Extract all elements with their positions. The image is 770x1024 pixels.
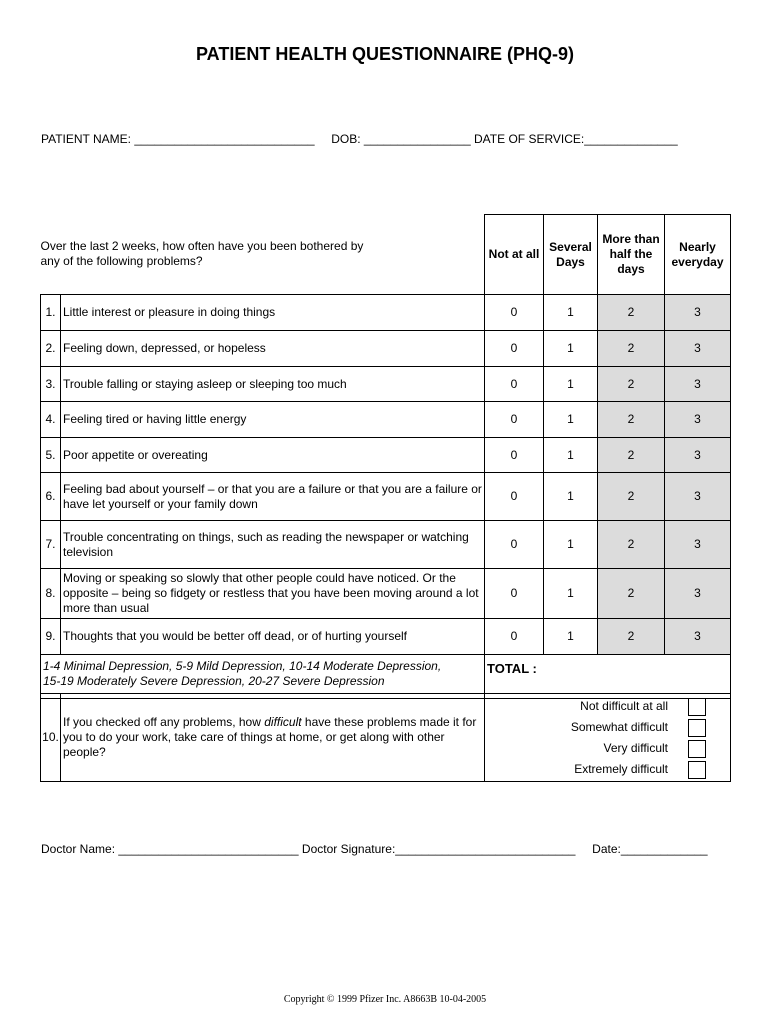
patient-info-line <box>41 132 678 146</box>
score-1[interactable]: 1 <box>544 331 598 367</box>
phq9-table <box>40 214 731 699</box>
checkbox[interactable] <box>688 761 706 779</box>
question-text: Trouble falling or staying asleep or sleeping too much <box>61 367 485 402</box>
scoring-legend-line2: 15-19 Moderately Severe Depression, 20-27 Severe Depression <box>43 674 385 688</box>
q10-number: 10. <box>41 694 61 782</box>
score-1[interactable]: 1 <box>544 521 598 569</box>
scoring-legend <box>41 655 485 699</box>
option-not-difficult <box>485 696 730 717</box>
score-2[interactable]: 2 <box>598 569 665 619</box>
question-number: 9. <box>41 619 61 655</box>
score-0[interactable]: 0 <box>485 438 544 473</box>
question-number: 1. <box>41 295 61 331</box>
date-field[interactable]: Date:_____________ <box>592 842 708 856</box>
question-row <box>41 569 731 619</box>
column-nearly-everyday: Nearly everyday <box>665 215 731 295</box>
question-number: 8. <box>41 569 61 619</box>
doctor-signature-field[interactable]: Doctor Signature:___________________________ <box>301 842 576 856</box>
q10-text-after: have these problems made it for you to do your work, take care of things at home, or get along with other people? <box>63 715 477 759</box>
column-several-days: Several Days <box>544 215 598 295</box>
q10-text <box>61 694 485 782</box>
question-number: 3. <box>41 367 61 402</box>
option-label: Extremely difficult <box>574 762 668 776</box>
question-number: 4. <box>41 402 61 438</box>
difficulty-options <box>485 694 731 782</box>
score-0[interactable]: 0 <box>485 402 544 438</box>
question-text: Feeling tired or having little energy <box>61 402 485 438</box>
score-2[interactable]: 2 <box>598 473 665 521</box>
score-2[interactable]: 2 <box>598 619 665 655</box>
score-2[interactable]: 2 <box>598 295 665 331</box>
option-very-difficult <box>485 738 730 759</box>
option-somewhat-difficult <box>485 717 730 738</box>
doctor-name-field[interactable]: Doctor Name: ___________________________ <box>41 842 299 856</box>
checkbox[interactable] <box>688 740 706 758</box>
score-2[interactable]: 2 <box>598 402 665 438</box>
total-cell[interactable]: TOTAL : <box>485 655 731 699</box>
scoring-legend-line1: 1-4 Minimal Depression, 5-9 Mild Depression, 10-14 Moderate Depression, <box>43 659 442 673</box>
question-text: Trouble concentrating on things, such as reading the newspaper or watching television <box>61 521 485 569</box>
score-0[interactable]: 0 <box>485 367 544 402</box>
score-3[interactable]: 3 <box>665 521 731 569</box>
question-text: Moving or speaking so slowly that other people could have noticed. Or the opposite – being so fidgety or restless that you have been moving around a lot more than usual <box>61 569 485 619</box>
q10-text-emph: difficult <box>264 715 302 729</box>
question-text: Feeling bad about yourself – or that you are a failure or that you are a failure or have let yourself or your family down <box>61 473 485 521</box>
question-row <box>41 367 731 402</box>
question-row <box>41 473 731 521</box>
option-label: Very difficult <box>603 741 668 755</box>
page-title: PATIENT HEALTH QUESTIONNAIRE (PHQ-9) <box>196 44 574 64</box>
score-0[interactable]: 0 <box>485 619 544 655</box>
score-3[interactable]: 3 <box>665 402 731 438</box>
option-label: Somewhat difficult <box>570 720 668 734</box>
checkbox[interactable] <box>688 719 706 737</box>
question-row <box>41 402 731 438</box>
question-number: 6. <box>41 473 61 521</box>
score-1[interactable]: 1 <box>544 367 598 402</box>
option-extremely-difficult <box>485 759 730 780</box>
score-3[interactable]: 3 <box>665 473 731 521</box>
checkbox[interactable] <box>688 698 706 716</box>
patient-name-field[interactable]: PATIENT NAME: ___________________________ <box>41 132 315 146</box>
question-row <box>41 619 731 655</box>
column-not-at-all: Not at all <box>485 215 544 295</box>
doctor-info-line <box>41 842 708 856</box>
question-number: 5. <box>41 438 61 473</box>
q10-text-before: If you checked off any problems, how <box>63 715 265 729</box>
copyright: Copyright © 1999 Pfizer Inc. A8663B 10-04-2005 <box>283 994 487 1005</box>
score-3[interactable]: 3 <box>665 331 731 367</box>
date-of-service-field[interactable]: DATE OF SERVICE:______________ <box>474 132 678 146</box>
option-label: Not difficult at all <box>580 699 668 713</box>
score-0[interactable]: 0 <box>485 295 544 331</box>
scoring-row <box>41 655 731 699</box>
score-3[interactable]: 3 <box>665 569 731 619</box>
difficulty-table <box>40 693 731 782</box>
score-3[interactable]: 3 <box>665 367 731 402</box>
question-text: Feeling down, depressed, or hopeless <box>61 331 485 367</box>
score-1[interactable]: 1 <box>544 473 598 521</box>
score-3[interactable]: 3 <box>665 438 731 473</box>
column-more-than-half: More than half the days <box>598 215 665 295</box>
score-1[interactable]: 1 <box>544 295 598 331</box>
header-prompt: Over the last 2 weeks, how often have you been bothered by any of the following problems? <box>40 239 364 269</box>
header-row <box>41 215 731 295</box>
score-0[interactable]: 0 <box>485 569 544 619</box>
dob-field[interactable]: DOB: ________________ <box>331 132 471 146</box>
question-text: Little interest or pleasure in doing things <box>61 295 485 331</box>
score-1[interactable]: 1 <box>544 438 598 473</box>
score-2[interactable]: 2 <box>598 438 665 473</box>
score-2[interactable]: 2 <box>598 367 665 402</box>
score-2[interactable]: 2 <box>598 331 665 367</box>
score-2[interactable]: 2 <box>598 521 665 569</box>
question-row <box>41 438 731 473</box>
question-text: Thoughts that you would be better off dead, or of hurting yourself <box>61 619 485 655</box>
question-text: Poor appetite or overeating <box>61 438 485 473</box>
score-1[interactable]: 1 <box>544 619 598 655</box>
score-0[interactable]: 0 <box>485 473 544 521</box>
score-0[interactable]: 0 <box>485 521 544 569</box>
score-1[interactable]: 1 <box>544 569 598 619</box>
question-number: 7. <box>41 521 61 569</box>
score-0[interactable]: 0 <box>485 331 544 367</box>
score-1[interactable]: 1 <box>544 402 598 438</box>
question-row <box>41 295 731 331</box>
score-3[interactable]: 3 <box>665 295 731 331</box>
question-row <box>41 521 731 569</box>
question-row <box>41 331 731 367</box>
question-number: 2. <box>41 331 61 367</box>
score-3[interactable]: 3 <box>665 619 731 655</box>
